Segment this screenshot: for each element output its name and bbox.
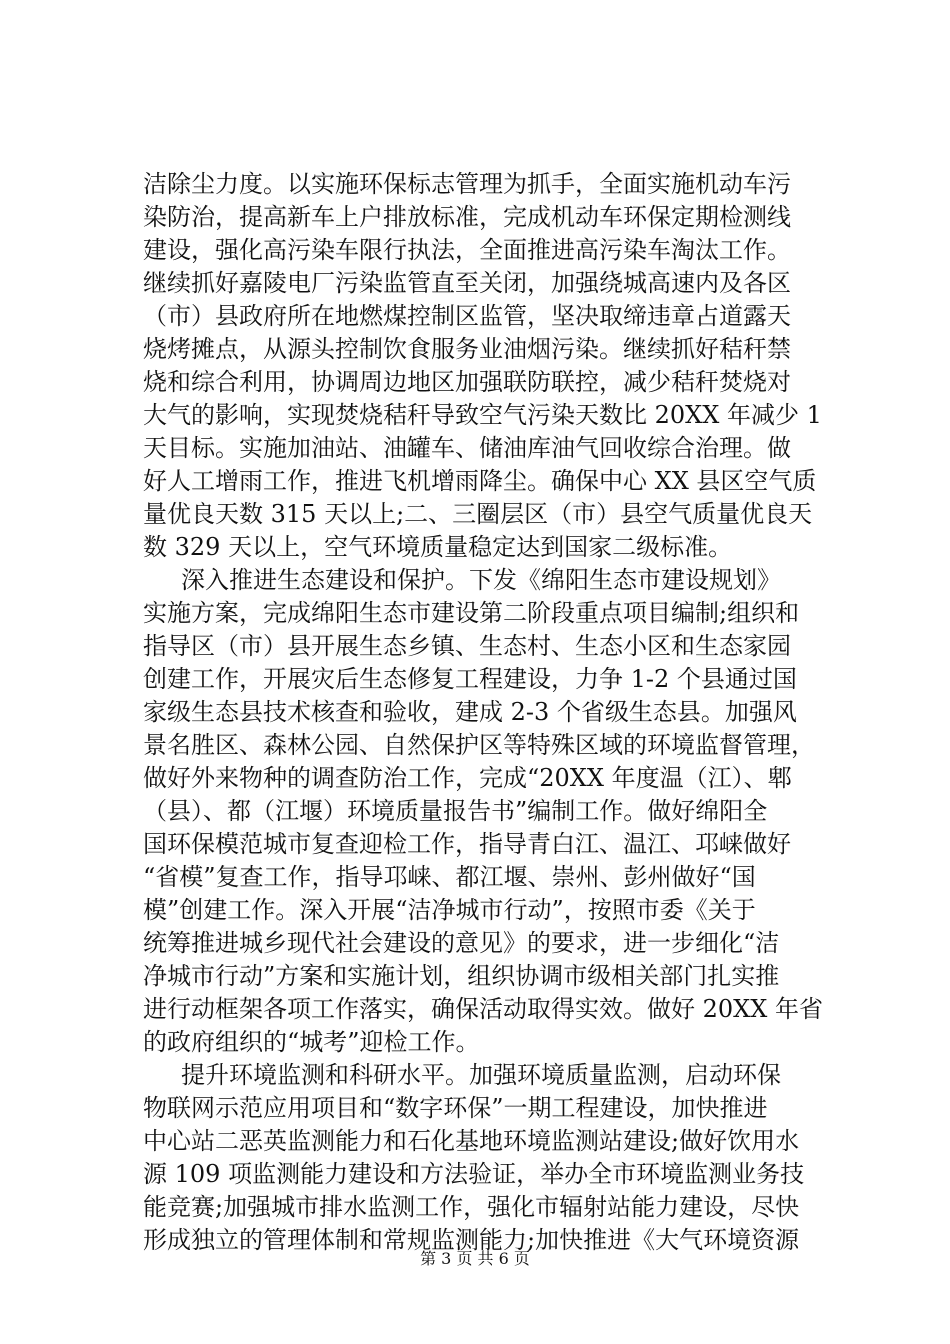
text-line: 大气的影响，实现焚烧秸秆导致空气污染天数比 20XX 年减少 1 — [143, 401, 822, 429]
text-line: 物联网示范应用项目和“数字环保”一期工程建设，加快推进 — [143, 1094, 768, 1122]
text-line: 好人工增雨工作，推进飞机增雨降尘。确保中心 XX 县区空气质 — [143, 467, 817, 495]
text-line: （县）、都（江堰）环境质量报告书”编制工作。做好绵阳全 — [143, 797, 768, 825]
text-line: 形成独立的管理体制和常规监测能力;加快推进《大气环境资源 — [143, 1226, 800, 1254]
text-line: 国环保模范城市复查迎检工作，指导青白江、温江、邛崃做好 — [143, 830, 791, 858]
text-line: 模”创建工作。深入开展“洁净城市行动”，按照市委《关于 — [143, 896, 756, 924]
paragraph-start-line: 提升环境监测和科研水平。加强环境质量监测，启动环保 — [181, 1061, 781, 1089]
text-line: 烧和综合利用，协调周边地区加强联防联控，减少秸秆焚烧对 — [143, 368, 791, 396]
text-line: 实施方案，完成绵阳生态市建设第二阶段重点项目编制;组织和 — [143, 599, 800, 627]
text-line: 指导区（市）县开展生态乡镇、生态村、生态小区和生态家园 — [143, 632, 791, 660]
text-line: 中心站二恶英监测能力和石化基地环境监测站建设;做好饮用水 — [143, 1127, 800, 1155]
text-line: 做好外来物种的调查防治工作，完成“20XX 年度温（江）、郫 — [143, 764, 792, 792]
text-line: 天目标。实施加油站、油罐车、储油库油气回收综合治理。做 — [143, 434, 791, 462]
text-line: 数 329 天以上，空气环境质量稳定达到国家二级标准。 — [143, 533, 733, 561]
text-line: 家级生态县技术核查和验收，建成 2-3 个省级生态县。加强风 — [143, 698, 797, 726]
text-line: 净城市行动”方案和实施计划，组织协调市级相关部门扎实推 — [143, 962, 780, 990]
text-line: 源 109 项监测能力建设和方法验证，举办全市环境监测业务技 — [143, 1160, 805, 1188]
text-line: 的政府组织的“城考”迎检工作。 — [143, 1028, 480, 1056]
text-line: 烧烤摊点，从源头控制饮食服务业油烟污染。继续抓好秸秆禁 — [143, 335, 791, 363]
text-line: 景名胜区、森林公园、自然保护区等特殊区域的环境监督管理， — [143, 731, 815, 759]
text-line: （市）县政府所在地燃煤控制区监管，坚决取缔违章占道露天 — [143, 302, 791, 330]
text-line: 染防治，提高新车上户排放标准，完成机动车环保定期检测线 — [143, 203, 791, 231]
text-line: “省模”复查工作，指导邛崃、都江堰、崇州、彭州做好“国 — [143, 863, 756, 891]
text-line: 进行动框架各项工作落实，确保活动取得实效。做好 20XX 年省 — [143, 995, 823, 1023]
text-line: 能竞赛;加强城市排水监测工作，强化市辐射站能力建设，尽快 — [143, 1193, 800, 1221]
document-body — [143, 168, 823, 1257]
text-line: 统筹推进城乡现代社会建设的意见》的要求，进一步细化“洁 — [143, 929, 780, 957]
paragraph-start-line: 深入推进生态建设和保护。下发《绵阳生态市建设规划》 — [181, 566, 781, 594]
text-line: 创建工作，开展灾后生态修复工程建设，力争 1-2 个县通过国 — [143, 665, 797, 693]
text-line: 继续抓好嘉陵电厂污染监管直至关闭，加强绕城高速内及各区 — [143, 269, 791, 297]
text-line: 建设，强化高污染车限行执法，全面推进高污染车淘汰工作。 — [143, 236, 791, 264]
text-line: 洁除尘力度。以实施环保标志管理为抓手，全面实施机动车污 — [143, 170, 791, 198]
text-line: 量优良天数 315 天以上;二、三圈层区（市）县空气质量优良天 — [143, 500, 813, 528]
page-number-footer: 第 3 页 共 6 页 — [420, 1249, 530, 1268]
